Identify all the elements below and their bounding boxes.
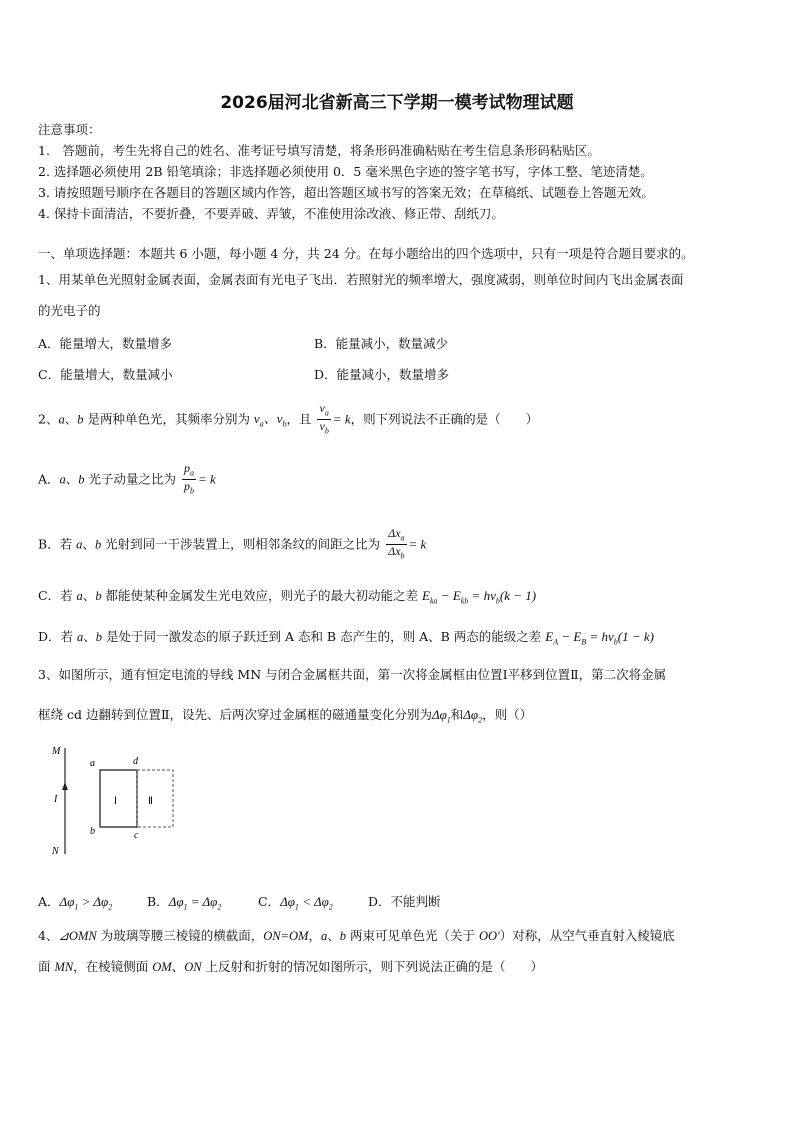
- label-a: a: [90, 758, 95, 769]
- q1-option-a: A．能量增大，数量增多: [38, 336, 173, 351]
- q2-option-a: A．a、b 光子动量之比为 $\frac{p_a}{p_b}$ = k: [38, 461, 216, 496]
- q1-stem-line1: 1、用某单色光照射金属表面，金属表面有光电子飞出．若照射光的频率增大，强度减弱，则单位时间内飞出金属表面: [38, 272, 684, 287]
- notice-item: 1. 答题前，考生先将自己的姓名、准考证号填写清楚，将条形码准确粘贴在考生信息条形码粘贴区。: [38, 143, 600, 158]
- q3-figure: [40, 742, 215, 860]
- label-n: N: [52, 846, 59, 857]
- frame-position-2: [137, 770, 173, 827]
- page-title: 2026届河北省新高三下学期一模考试物理试题: [220, 93, 574, 113]
- q2-option-b: B．若 a、b 光射到同一干涉装置上，则相邻条纹的间距之比为 $\frac{\Delta x_a}{\Delta x_b}$ = k: [38, 526, 427, 561]
- label-current: I: [54, 794, 58, 805]
- q2-option-d: D．若 a、b 是处于同一激发态的原子跃迁到 A 态和 B 态产生的，则 A、B 两态的能级之差 $E_A - E_B = h\nu_b(1 - k)$: [38, 629, 654, 647]
- label-b: b: [90, 826, 95, 837]
- q1-option-c: C．能量增大，数量减小: [38, 367, 173, 382]
- q1-option-d: D．能量减小，数量增多: [314, 367, 450, 382]
- notice-item: 2. 选择题必须使用 2B 铅笔填涂；非选择题必须使用 0．5 毫米黑色字迹的签字笔书写，字体工整、笔迹清楚。: [38, 164, 653, 179]
- label-position-2: Ⅱ: [148, 796, 153, 807]
- label-m: M: [52, 746, 61, 757]
- label-c: c: [134, 830, 139, 841]
- q1-option-b: B．能量减小，数量减少: [314, 336, 449, 351]
- q4-stem-line2: 面 MN，在棱镜侧面 OM、ON 上反射和折射的情况如图所示，则下列说法正确的是（ ）: [38, 959, 544, 974]
- q2-stem: 2、a、b 是两种单色光，其频率分别为 $\nu_a$、$\nu_b$，且 $\frac{\nu_a}{\nu_b}$ = k，则下列说法不正确的是（ ）: [38, 401, 539, 436]
- label-position-1: Ⅰ: [114, 796, 117, 807]
- section-heading: 一、单项选择题：本题共 6 小题，每小题 4 分，共 24 分。在每小题给出的四个选项中，只有一项是符合题目要求的。: [38, 246, 694, 261]
- q3-option-a: A．$\Delta\varphi_1 > \Delta\varphi_2$: [38, 894, 113, 912]
- notice-heading: 注意事项：: [38, 122, 101, 137]
- notice-item: 3. 请按照题号顺序在各题目的答题区域内作答，超出答题区域书写的答案无效；在草稿纸、试题卷上答题无效。: [38, 185, 654, 200]
- q3-option-b: B．$\Delta\varphi_1 = \Delta\varphi_2$: [147, 894, 222, 912]
- q4-stem-line1: 4、⊿OMN 为玻璃等腰三棱镜的横截面，ON=OM，a、b 两束可见单色光（关于 OO′）对称，从空气垂直射入棱镜底: [38, 928, 675, 943]
- q3-stem-line1: 3、如图所示，通有恒定电流的导线 MN 与闭合金属框共面，第一次将金属框由位置Ⅰ平移到位置Ⅱ，第二次将金属: [38, 667, 667, 682]
- q2-option-c: C．若 a、b 都能使某种金属发生光电效应，则光子的最大初动能之差 $E_{ka} - E_{kb} = h\nu_b(k - 1)$: [38, 588, 537, 606]
- current-arrow-icon: [62, 782, 68, 790]
- notice-item: 4. 保持卡面清洁，不要折叠，不要弄破、弄皱，不准使用涂改液、修正带、刮纸刀。: [38, 206, 504, 221]
- q3-option-c: C．$\Delta\varphi_1 < \Delta\varphi_2$: [258, 894, 333, 912]
- q3-option-d: D．不能判断: [368, 894, 441, 909]
- q1-stem-line2: 的光电子的: [38, 303, 101, 318]
- q3-stem-line2: 框绕 cd 边翻转到位置Ⅱ，设先、后两次穿过金属框的磁通量变化分别为$\Delta\varphi_1$和$\Delta\varphi_2$，则（）: [38, 707, 533, 725]
- label-d: d: [133, 756, 138, 767]
- frame-position-1: [100, 770, 137, 827]
